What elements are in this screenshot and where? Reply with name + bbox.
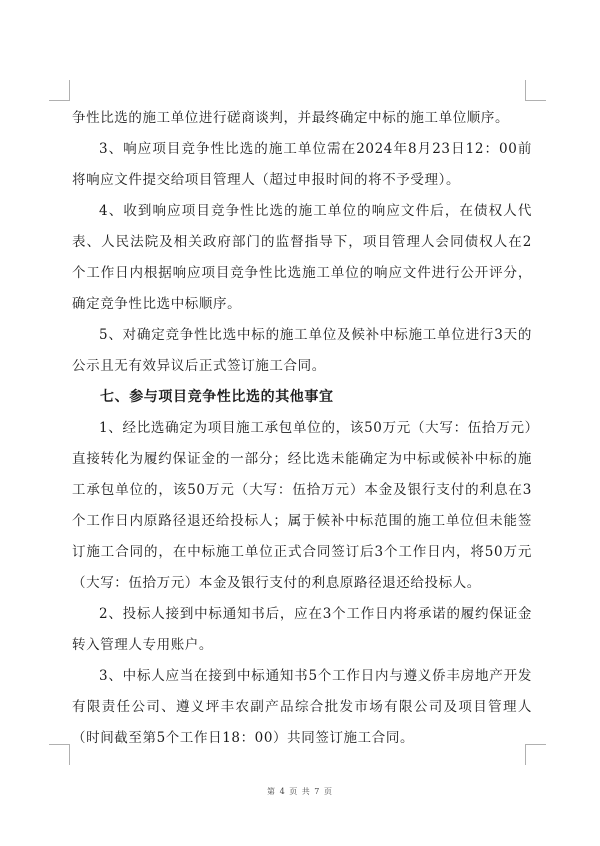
section-paragraph-3: 3、中标人应当在接到中标通知书5个工作日内与遵义侨丰房地产开发有限责任公司、遵义坪丰农副产品综合批发市场有限公司及项目管理人（时间截至第5个工作日18：00）共同签订施工合同。 xyxy=(72,668,532,746)
margin-corner-bottom-left xyxy=(49,744,70,765)
document-body xyxy=(72,103,532,754)
margin-corner-top-left xyxy=(49,80,70,101)
paragraph-item-4: 4、收到响应项目竞争性比选的施工单位的响应文件后，在债权人代表、人民法院及相关政府部门的监督指导下，项目管理人会同债权人在2个工作日内根据响应项目竞争性比选施工单位的响应文件进行公开评分，确定竞争性比选中标顺序。 xyxy=(72,203,532,312)
paragraph-item-3: 3、响应项目竞争性比选的施工单位需在2024年8月23日12：00前将响应文件提交给项目管理人（超过申报时间的将不予受理）。 xyxy=(72,141,532,188)
page-number-footer: 第 4 页 共 7 页 xyxy=(267,787,333,796)
margin-corner-top-right xyxy=(525,80,546,101)
section-paragraph-2: 2、投标人接到中标通知书后，应在3个工作日内将承诺的履约保证金转入管理人专用账户。 xyxy=(72,606,532,653)
section-heading: 七、参与项目竞争性比选的其他事宜 xyxy=(100,389,334,405)
section-paragraph-1: 1、经比选确定为项目施工承包单位的，该50万元（大写：伍拾万元）直接转化为履约保证金的一部分；经比选未能确定为中标或候补中标的施工承包单位的，该50万元（大写：伍拾万元）本金及银行支付的利息在3个工作日内原路径退还给投标人；属于候补中标范围的施工单位但未能签订施工合同的，在中标施工单位正式合同签订后3个工作日内，将50万元（大写：伍拾万元）本金及银行支付的利息原路径退还给投标人。 xyxy=(72,420,532,591)
paragraph-item-5: 5、对确定竞争性比选中标的施工单位及候补中标施工单位进行3天的公示且无有效异议后正式签订施工合同。 xyxy=(72,327,532,374)
paragraph-continuation: 争性比选的施工单位进行磋商谈判，并最终确定中标的施工单位顺序。 xyxy=(72,110,510,126)
